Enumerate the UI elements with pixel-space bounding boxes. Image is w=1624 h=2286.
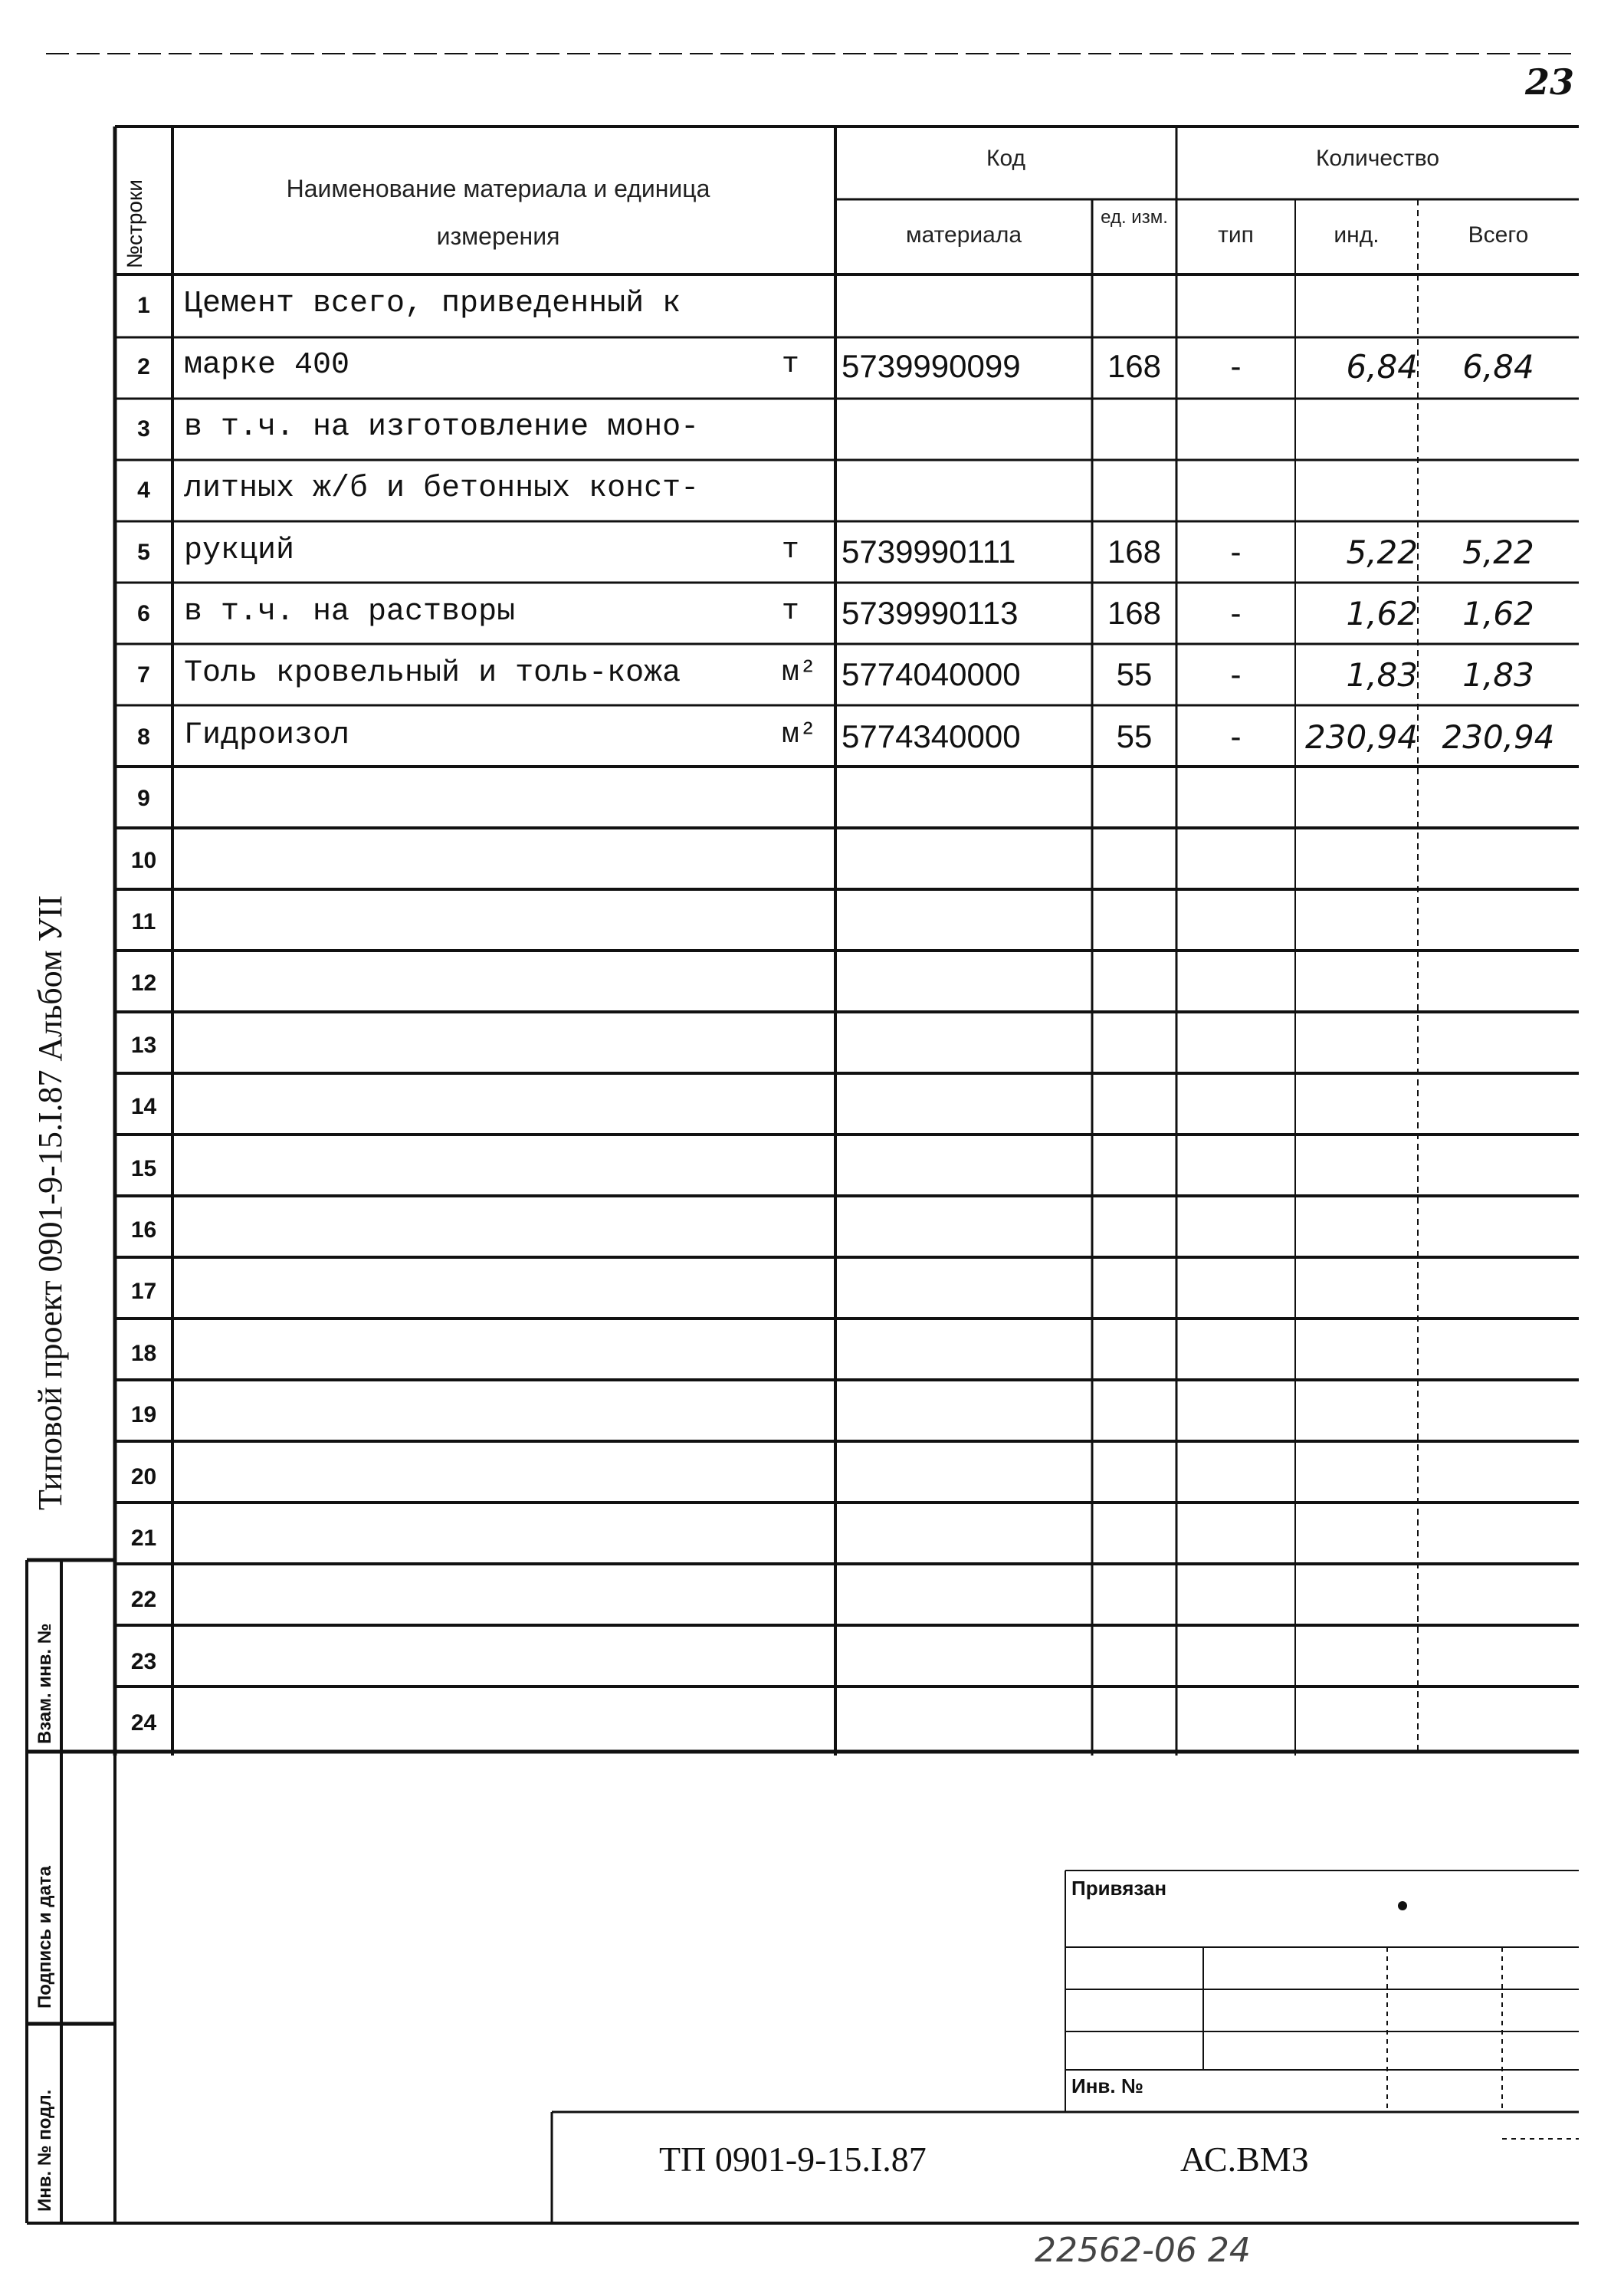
cell-no: 12 — [130, 971, 157, 997]
cell-name: в т.ч. на растворы — [184, 595, 516, 629]
cell-no: 14 — [130, 1094, 157, 1120]
cell-unit-code: 168 — [1107, 595, 1162, 631]
cell-no: 2 — [137, 354, 150, 380]
cell-code: 5739990113 — [842, 595, 1019, 631]
cell-no: 22 — [130, 1587, 157, 1613]
cell-typ: - — [1230, 533, 1242, 570]
cell-total: 230,94 — [1442, 718, 1555, 756]
cell-name: марке 400 — [184, 348, 350, 383]
cell-total: 1,62 — [1462, 595, 1534, 632]
cell-no: 5 — [137, 539, 150, 565]
cell-name: Цемент всего, приведенный к — [184, 287, 681, 321]
cell-no: 8 — [137, 724, 150, 750]
cell-no: 15 — [130, 1155, 157, 1181]
stamp-tied: Привязан — [1071, 1877, 1167, 1900]
cell-no: 16 — [130, 1217, 157, 1243]
cell-no: 23 — [130, 1648, 157, 1674]
header-row-no-label: №строки — [123, 179, 146, 268]
stamp-vzam: Взам. инв. № — [34, 1623, 55, 1744]
cell-no: 4 — [137, 478, 150, 504]
cell-ind: 5,22 — [1346, 533, 1418, 571]
cell-no: 17 — [130, 1279, 157, 1305]
header-code: Код — [986, 146, 1025, 171]
cell-no: 18 — [130, 1340, 157, 1366]
cell-typ: - — [1230, 348, 1242, 385]
cell-unit: т — [782, 348, 799, 382]
cell-name: Гидроизол — [184, 718, 350, 753]
cell-no: 20 — [130, 1463, 157, 1490]
cell-name: Толь кровельный и толь-кожа — [184, 656, 681, 691]
cell-total: 1,83 — [1462, 656, 1534, 695]
cell-no: 9 — [137, 786, 150, 812]
header-code-material: материала — [905, 222, 1022, 248]
bottom-number: 22562-06 24 — [1035, 2231, 1251, 2270]
cell-typ: - — [1230, 656, 1242, 693]
cell-no: 10 — [130, 847, 157, 873]
title-code: ТП 0901-9-15.I.87 — [659, 2140, 927, 2179]
cell-no: 21 — [130, 1526, 157, 1551]
cell-unit-code: 55 — [1116, 656, 1153, 693]
cell-unit-code: 168 — [1107, 348, 1162, 385]
cell-total: 5,22 — [1462, 533, 1534, 571]
cell-name: в т.ч. на изготовление моно- — [184, 409, 700, 445]
header-qty-typ: тип — [1218, 222, 1254, 248]
side-caption: Типовой проект 0901-9-15.I.87 Альбом УII — [31, 895, 69, 1510]
cell-unit-code: 55 — [1116, 718, 1153, 754]
header-qty-total: Всего — [1468, 222, 1529, 248]
cell-unit: м² — [782, 656, 817, 690]
stamp-sign-date: Подпись и дата — [34, 1866, 55, 2008]
stamp-inv-no: Инв. № — [1071, 2074, 1143, 2097]
cell-no: 19 — [130, 1402, 157, 1428]
cell-name: рукций — [184, 533, 295, 568]
header-code-unit: ед. изм. — [1101, 207, 1168, 228]
cell-no: 11 — [131, 909, 156, 934]
cell-no: 7 — [137, 662, 150, 688]
cell-ind: 230,94 — [1305, 718, 1418, 756]
cell-total: 6,84 — [1462, 348, 1534, 386]
cell-code: 5774040000 — [842, 656, 1021, 693]
cell-unit: м² — [782, 718, 817, 751]
cell-code: 5774340000 — [842, 718, 1021, 754]
cell-code: 5739990111 — [842, 533, 1016, 570]
stamp-inv-podl: Инв. № подл. — [34, 2089, 55, 2212]
cell-no: 13 — [130, 1032, 157, 1058]
cell-no: 6 — [137, 601, 150, 626]
cell-ind: 6,84 — [1346, 348, 1418, 386]
cell-code: 5739990099 — [842, 348, 1021, 385]
cell-unit: т — [782, 533, 799, 567]
cell-no: 1 — [137, 293, 150, 318]
header-name: Наименование материала и единица измерения — [286, 175, 710, 250]
cell-no: 24 — [130, 1710, 157, 1736]
cell-name: литных ж/б и бетонных конст- — [184, 471, 700, 507]
page-number: 23 — [1525, 61, 1575, 103]
cell-typ: - — [1230, 718, 1242, 754]
header-row-no — [115, 126, 172, 274]
cell-typ: - — [1230, 595, 1242, 631]
cell-unit: т — [782, 595, 799, 628]
title-sheet: АС.ВМЗ — [1180, 2140, 1309, 2179]
cell-unit-code: 168 — [1107, 533, 1162, 570]
header-quantity: Количество — [1315, 146, 1440, 171]
cell-ind: 1,83 — [1346, 656, 1418, 695]
cell-no: 3 — [137, 415, 150, 442]
cell-ind: 1,62 — [1346, 595, 1418, 632]
header-qty-ind: инд. — [1334, 222, 1380, 248]
